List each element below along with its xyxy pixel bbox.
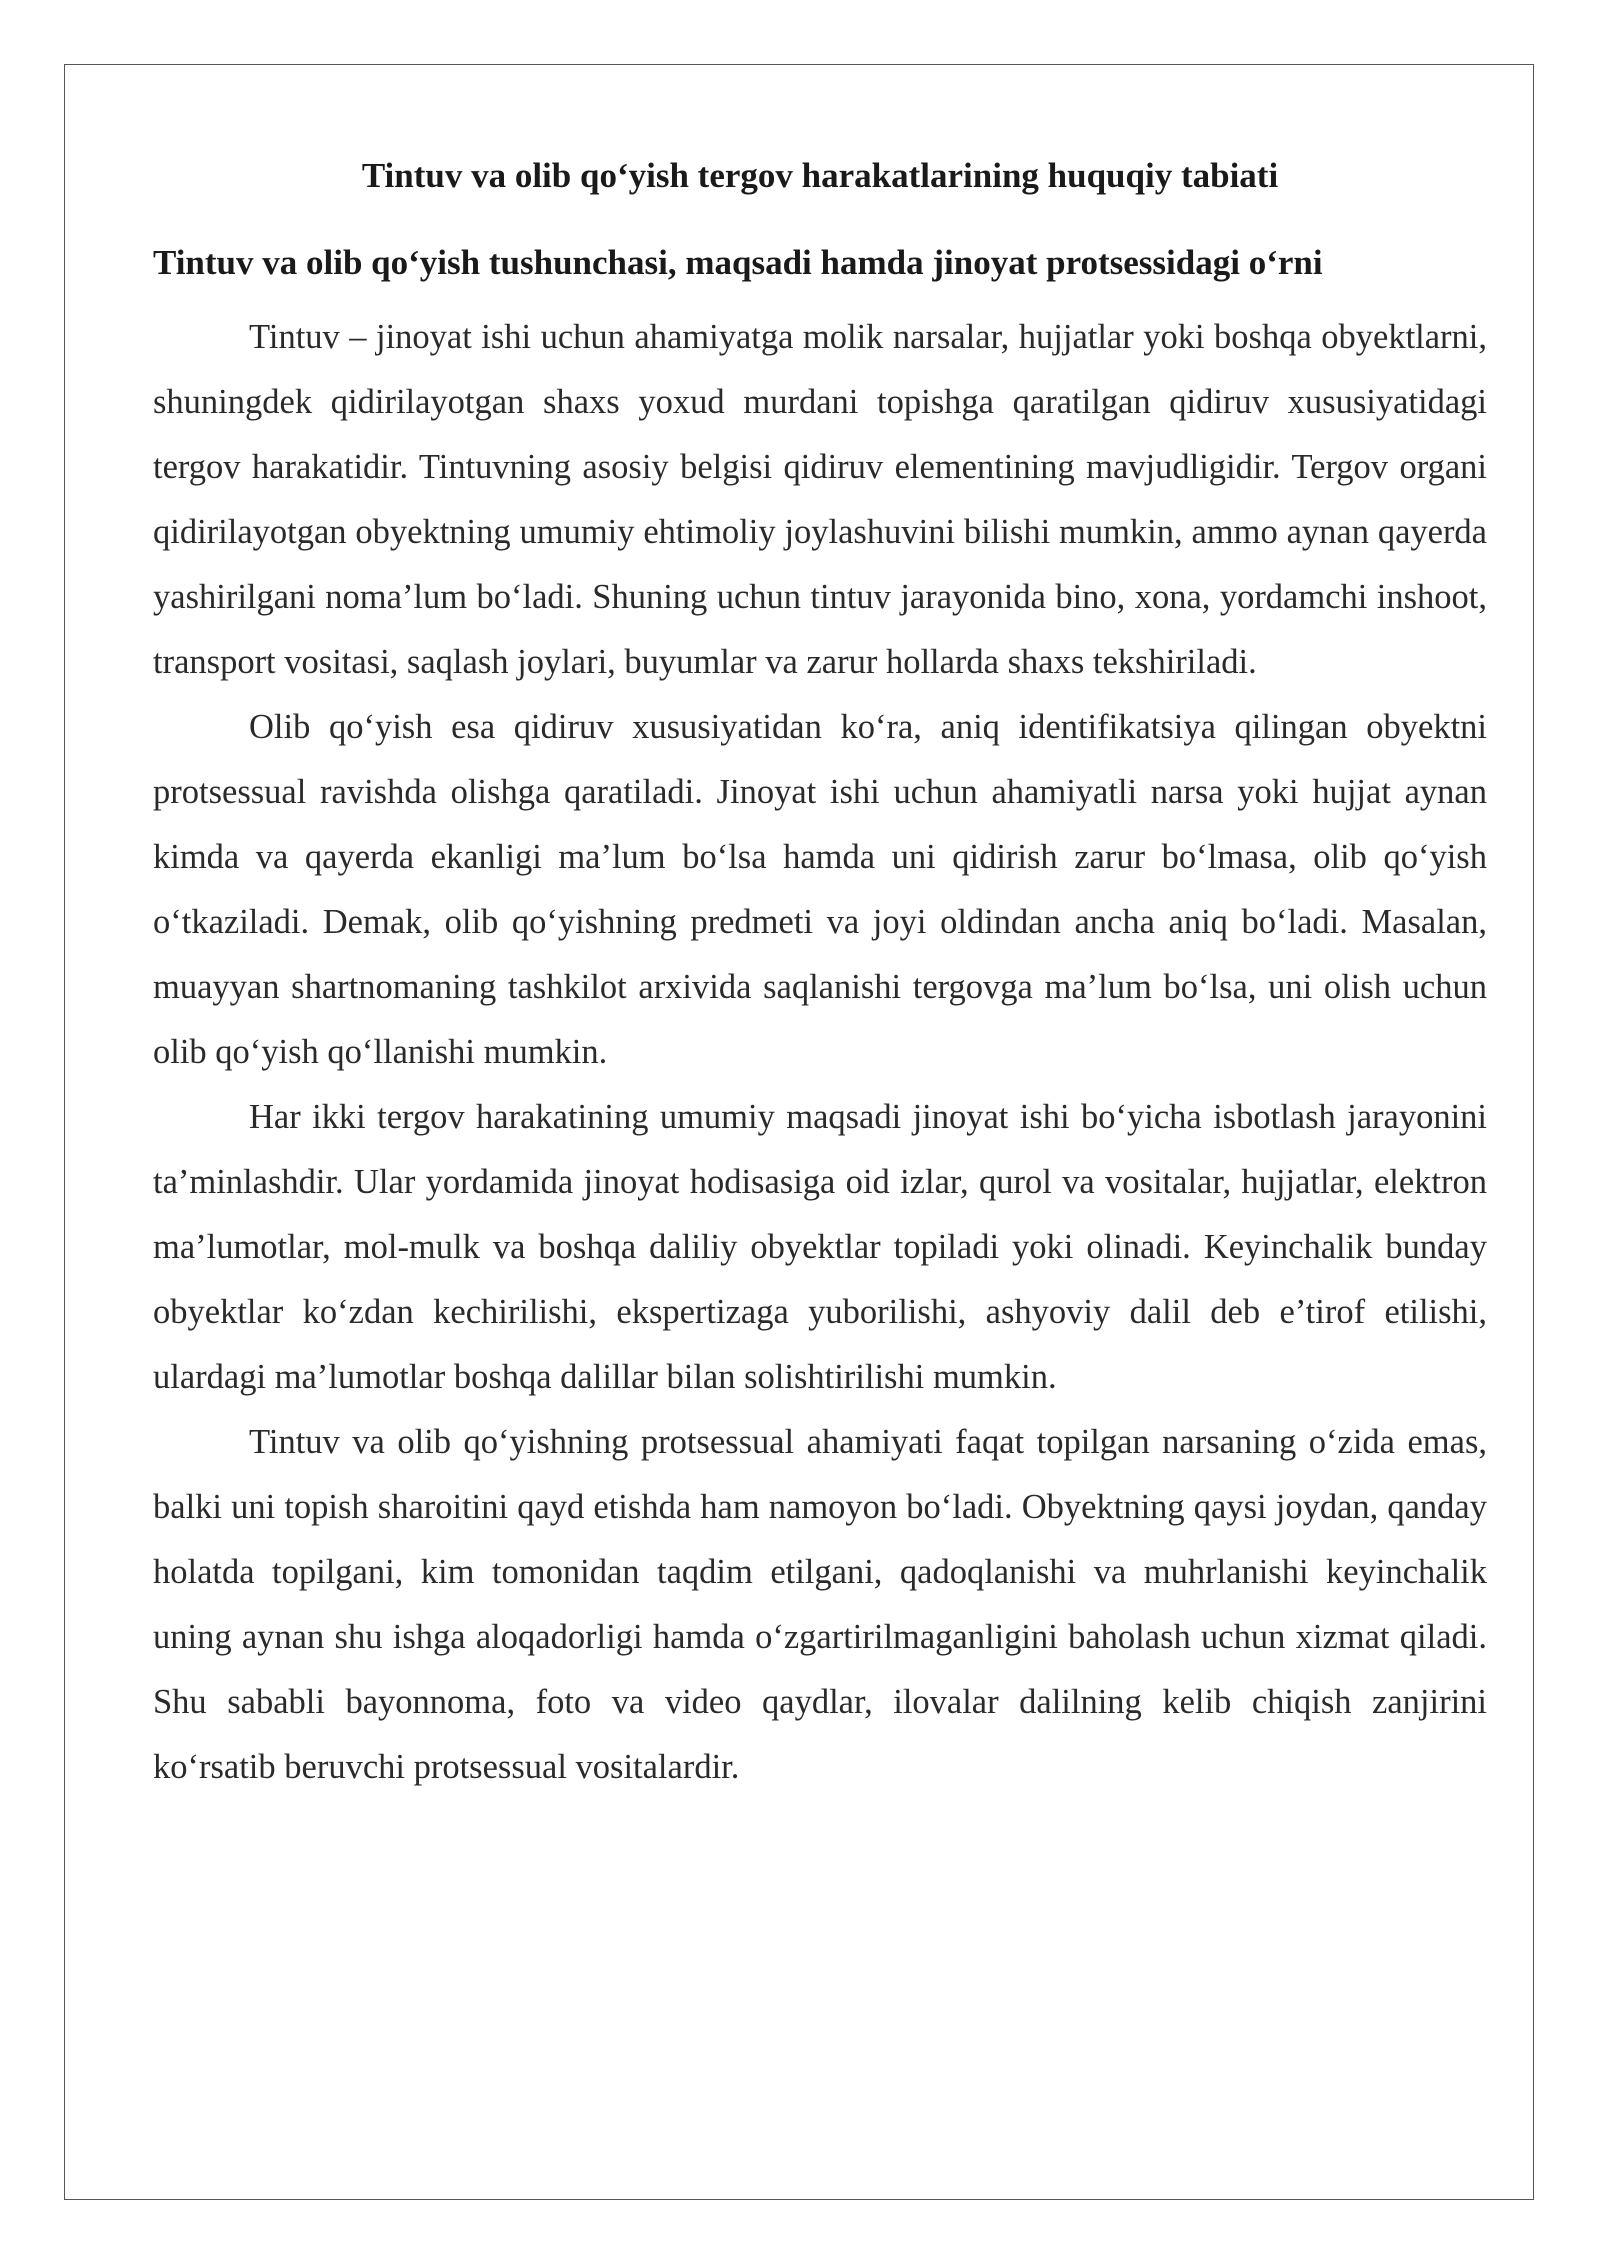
document-body: [153, 146, 1487, 1800]
paragraph-3: Har ikki tergov harakatining umumiy maqsadi jinoyat ishi bo‘yicha isbotlash jarayonini ta’minlashdir. Ular yordamida jinoyat hodisasiga oid izlar, qurol va vositalar, hujjatlar, elektron ma’lumotlar, mol-mulk va boshqa daliliy obyektlar topiladi yoki olinadi. Keyinchalik bunday obyektlar ko‘zdan kechirilishi, ekspertizaga yuborilishi, ashyoviy dalil deb e’tirof etilishi, ulardagi ma’lumotlar boshqa dalillar bilan solishtirilishi mumkin.: [153, 1098, 1487, 1396]
paragraph-4: Tintuv va olib qo‘yishning protsessual ahamiyati faqat topilgan narsaning o‘zida emas, balki uni topish sharoitini qayd etishda ham namoyon bo‘ladi. Obyektning qaysi joydan, qanday holatda topilgani, kim tomonidan taqdim etilgani, qadoqlanishi va muhrlanishi keyinchalik uning aynan shu ishga aloqadorligi hamda o‘zgartirilmaganligini baholash uchun xizmat qiladi. Shu sababli bayonnoma, foto va video qaydlar, ilovalar dalilning kelib chiqish zanjirini ko‘rsatib beruvchi protsessual vositalardir.: [153, 1423, 1487, 1786]
document-title: Tintuv va olib qo‘yish tergov harakatlarining huquqiy tabiati: [361, 156, 1279, 195]
paragraph-2: Olib qo‘yish esa qidiruv xususiyatidan ko‘ra, aniq identifikatsiya qilingan obyektni protsessual ravishda olishga qaratiladi. Jinoyat ishi uchun ahamiyatli narsa yoki hujjat aynan kimda va qayerda ekanligi ma’lum bo‘lsa hamda uni qidirish zarur bo‘lmasa, olib qo‘yish o‘tkaziladi. Demak, olib qo‘yishning predmeti va joyi oldindan ancha aniq bo‘ladi. Masalan, muayyan shartnomaning tashkilot arxivida saqlanishi tergovga ma’lum bo‘lsa, uni olish uchun olib qo‘yish qo‘llanishi mumkin.: [153, 708, 1487, 1071]
section-heading: Tintuv va olib qo‘yish tushunchasi, maqsadi hamda jinoyat protsessidagi o‘rni: [153, 243, 1323, 282]
paragraph-1: Tintuv – jinoyat ishi uchun ahamiyatga molik narsalar, hujjatlar yoki boshqa obyektlarni, shuningdek qidirilayotgan shaxs yoxud murdani topishga qaratilgan qidiruv xususiyatidagi tergov harakatidir. Tintuvning asosiy belgisi qidiruv elementining mavjudligidir. Tergov organi qidirilayotgan obyektning umumiy ehtimoliy joylashuvini bilishi mumkin, ammo aynan qayerda yashirilgani noma’lum bo‘ladi. Shuning uchun tintuv jarayonida bino, xona, yordamchi inshoot, transport vositasi, saqlash joylari, buyumlar va zarur hollarda shaxs tekshiriladi.: [153, 318, 1487, 681]
